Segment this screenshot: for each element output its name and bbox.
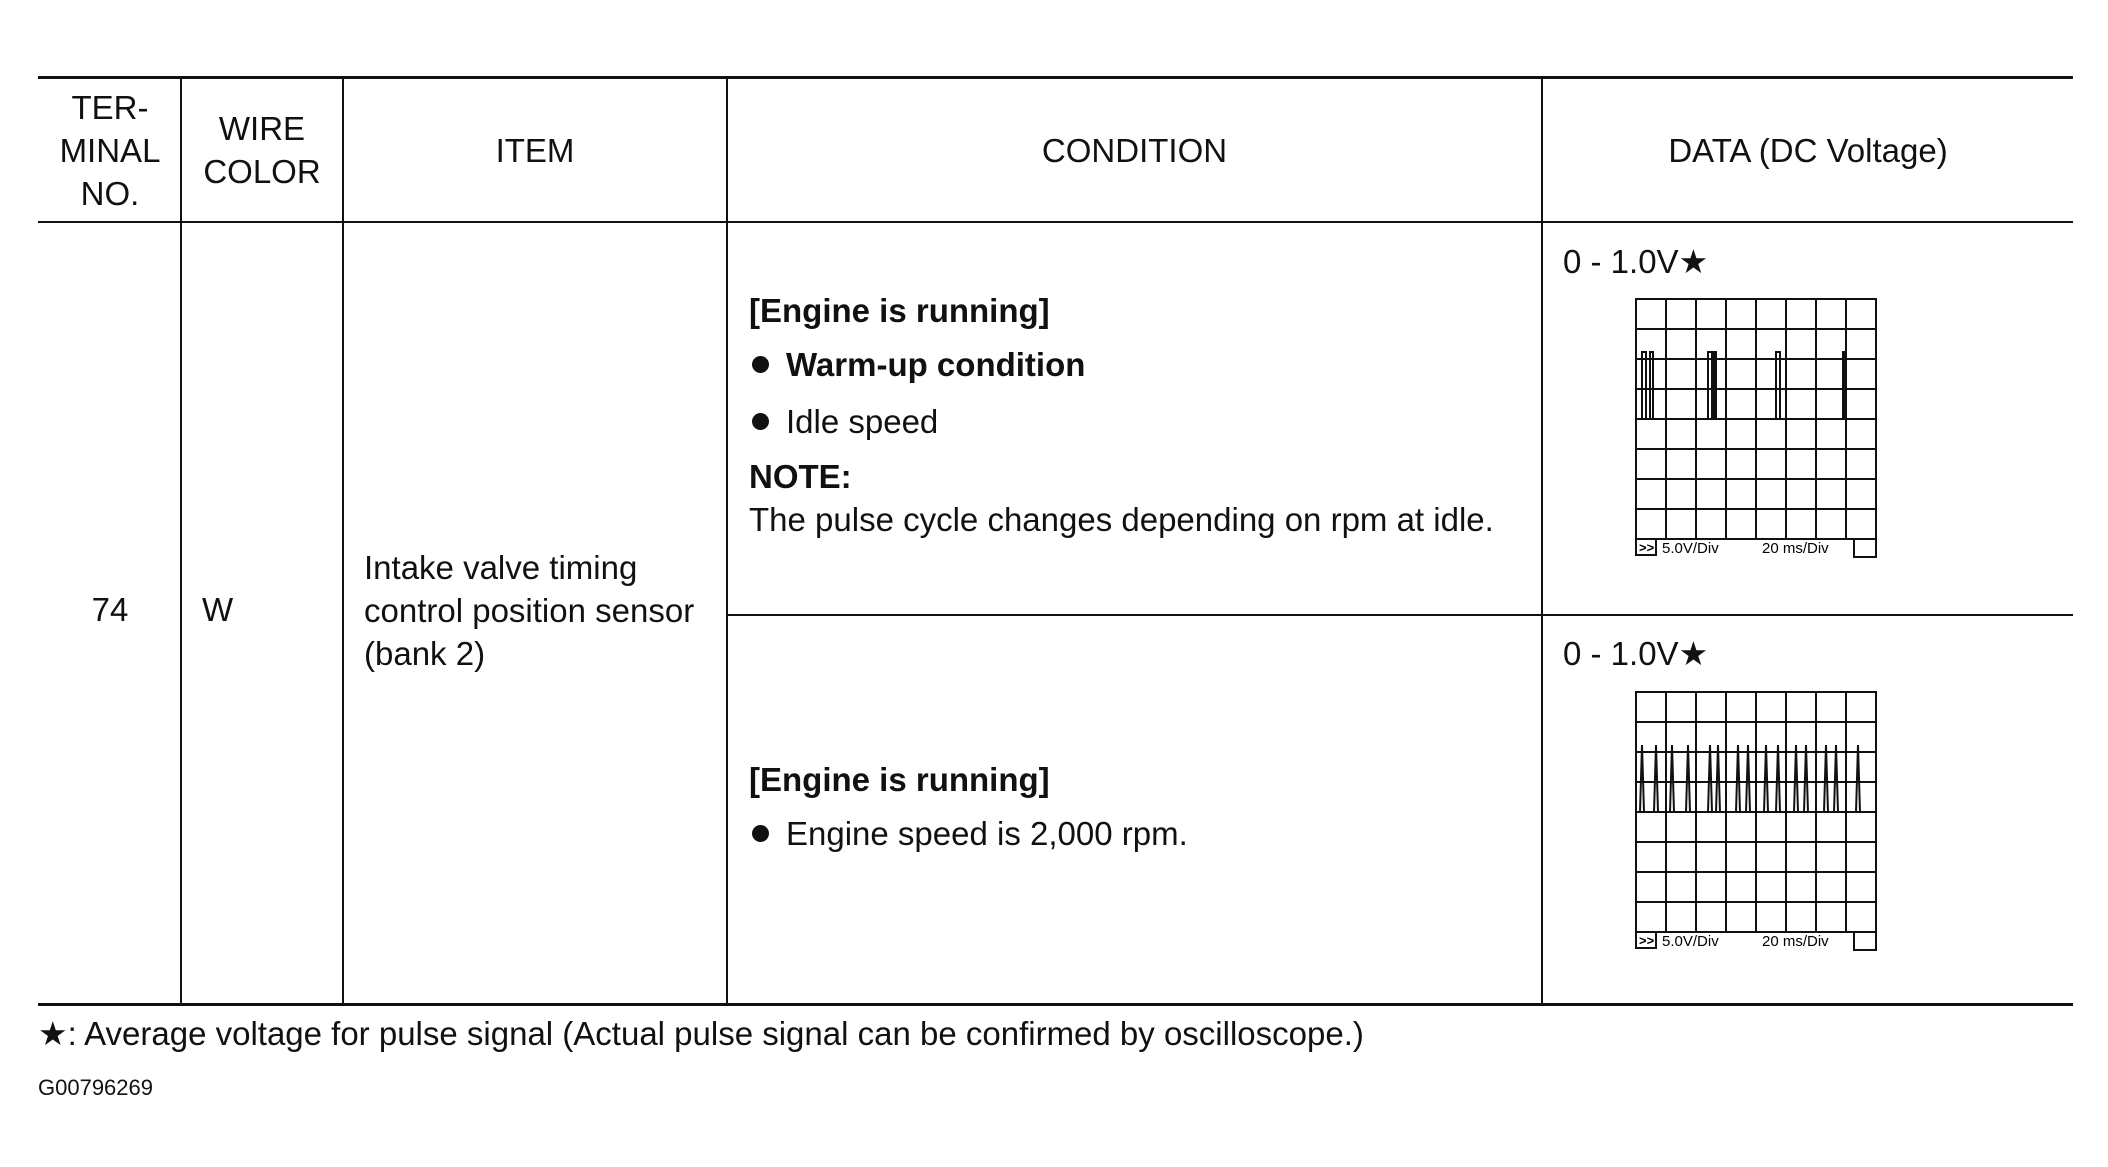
header-item-text: ITEM bbox=[495, 131, 575, 169]
oscilloscope-1 bbox=[1634, 297, 1880, 559]
header-wire-color-text: WIRE COLOR bbox=[203, 110, 321, 190]
scope-2-marker: >> bbox=[1639, 933, 1655, 948]
header-terminal-no-text: TER- MINAL NO. bbox=[59, 88, 161, 212]
condition-1-heading: [Engine is running] bbox=[749, 292, 1050, 329]
condition-2-bullet-1-text: Engine speed is 2,000 rpm. bbox=[786, 815, 1188, 852]
scope-1-marker: >> bbox=[1639, 540, 1655, 555]
header-condition bbox=[728, 80, 1541, 220]
bullet-dot bbox=[752, 356, 769, 373]
wire-color-value: W bbox=[202, 591, 234, 628]
scope-2-time-div: 20 ms/Div bbox=[1762, 933, 1829, 950]
header-item bbox=[344, 80, 726, 220]
condition-2-bullet-1 bbox=[752, 812, 1188, 855]
scope-1-end-box bbox=[1854, 539, 1876, 557]
scope-2-end-box bbox=[1854, 932, 1876, 950]
footnote: ★: Average voltage for pulse signal (Actual pulse signal can be confirmed by oscilloscope.) bbox=[38, 1015, 1364, 1052]
terminal-number: 74 bbox=[91, 591, 129, 628]
figure-code: G00796269 bbox=[38, 1075, 153, 1100]
condition-1-bullet-2-text: Idle speed bbox=[786, 403, 939, 440]
condition-1-bullet-2 bbox=[752, 400, 938, 443]
condition-1-bullet-1 bbox=[752, 343, 1085, 386]
condition-1-bullet-1-text: Warm-up condition bbox=[786, 346, 1086, 383]
oscilloscope-2 bbox=[1634, 690, 1880, 952]
bullet-dot bbox=[752, 825, 769, 842]
condition-2-heading: [Engine is running] bbox=[749, 761, 1050, 798]
scope-1-volts-div: 5.0V/Div bbox=[1662, 540, 1719, 557]
scope-2-volts-div: 5.0V/Div bbox=[1662, 933, 1719, 950]
condition-divider-rule bbox=[726, 614, 2073, 616]
item-description: Intake valve timing control position sensor (bank 2) bbox=[364, 549, 695, 672]
header-data bbox=[1543, 80, 2073, 220]
bullet-dot bbox=[752, 413, 769, 430]
condition-1-note-text: The pulse cycle changes depending on rpm at idle. bbox=[749, 501, 1494, 538]
header-condition-text: CONDITION bbox=[1041, 131, 1228, 169]
header-wire-color bbox=[182, 80, 342, 220]
scope-1-time-div: 20 ms/Div bbox=[1762, 540, 1829, 557]
condition-1-note-label: NOTE: bbox=[749, 458, 852, 495]
data-1-voltage: 0 - 1.0V★ bbox=[1563, 243, 1709, 280]
header-terminal-no bbox=[40, 80, 180, 220]
header-data-text: DATA (DC Voltage) bbox=[1668, 131, 1948, 169]
data-2-voltage: 0 - 1.0V★ bbox=[1563, 635, 1709, 672]
